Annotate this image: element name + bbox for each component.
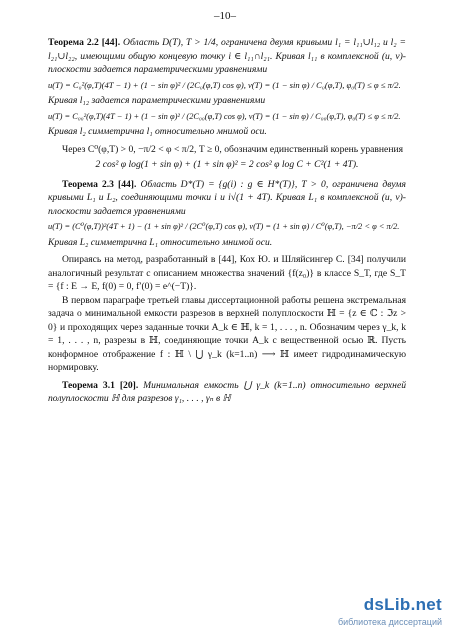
equation-l11: u(T) = C₀²(φ,T)(4T − 1) + (1 − sin φ)² / (2C₀(φ,T) cos φ), v(T) = (1 − sin φ) / C₀(φ,T), φ₀(T) ≤ φ ≤ π/2. bbox=[48, 79, 401, 90]
watermark-caption: библиотека диссертаций bbox=[337, 617, 442, 627]
curve-l12-intro: Кривая l₁₂ задается параметрическими уравнениями bbox=[48, 95, 266, 106]
theorem-2-2-head: Теорема 2.2 [44]. bbox=[48, 37, 121, 48]
equation-L1: u(T) = (C⁰(φ,T))²(4T + 1) − (1 + sin φ)² / (2C⁰(φ,T) cos φ), v(T) = (1 + sin φ) / C⁰(φ,T), −π/2 < φ < π/2. bbox=[48, 222, 400, 231]
page-number: –10– bbox=[214, 10, 236, 22]
theorem-2-3-text: Область D*(T) = {g(i) : g ∈ H*(T)}, T > 0, ограничена двумя кривыми L₁ и L₂, соединяющими точки i и i√(1 + 4T). Кривая L₁ в комплексной (u, v)-плоскости задается уравнениями bbox=[48, 178, 406, 217]
curve-l2-symmetry: Кривая l₂ симметрична l₁ относительно мнимой оси. bbox=[48, 126, 267, 137]
root-definition: Через C⁰(φ,T) > 0, −π/2 < φ < π/2, T ≥ 0, обозначим единственный корень уравнения bbox=[62, 143, 403, 155]
theorem-2-2-text: Область D(T), T > 1/4, ограничена двумя кривыми l₁ = l₁₁∪l₁₂ и l₂ = l₂₁∪l₂₂, имеющими общую концевую точку i ∈ l₁₁∩l₂₁. Кривая l₁₁ в комплексной (u, v)-плоскости задается параметрическими уравнениями bbox=[48, 37, 407, 75]
page-content bbox=[48, 36, 406, 406]
theorem-2-3 bbox=[48, 178, 406, 219]
equation-root: 2 cos² φ log(1 + sin φ) + (1 + sin φ)² = 2 cos² φ log C + C²(1 + 4T). bbox=[95, 159, 359, 170]
theorem-3-1-head: Теорема 3.1 [20]. bbox=[62, 379, 139, 391]
theorem-3-1-text: Минимальная емкость ⋃ γ_k (k=1..n) относительно верхней полуплоскости ℍ для разрезов γ₁, . . . , γₙ в ℍ bbox=[48, 379, 406, 404]
watermark-brand: dsLib.net bbox=[363, 595, 442, 614]
curve-L2-symmetry: Кривая L₂ симметрична L₁ относительно мнимой оси. bbox=[48, 236, 273, 248]
dslib-watermark bbox=[314, 595, 442, 633]
chapter-3-paragraph: В первом параграфе третьей главы диссертационной работы решена экстремальная задача о минимальной емкости разрезов в верхней полуплоскости ℍ = {z ∈ ℂ : ℑz > 0} и проходящих через заданные точки A_k ∈ ℍ, k = 1, . . . , n. Обозначим через γ_k, k = 1, . . . , n, разрезы в ℍ, соединяющие точки A_k с вещественной осью ℝ. Пусть конформное отображение f : ℍ \ ⋃ γ_k (k=1..n) ⟶ ℍ имеет гидродинамическую нормировку. bbox=[48, 294, 406, 373]
equation-l12: u(T) = C₀₀²(φ,T)(4T − 1) + (1 − sin φ)² / (2C₀₀(φ,T) cos φ), v(T) = (1 − sin φ) / C₀₀(φ,T), φ₀(T) ≤ φ ≤ π/2. bbox=[48, 111, 401, 121]
koch-result-paragraph: Опираясь на метод, разработанный в [44], Кох Ю. и Шляйсингер С. [34] получили аналогичный результат с описанием множества значений {f(z₀)} в классе S_T, где S_T = {f : E → E, f(0) = 0, f′(0) = e^(−T)}. bbox=[48, 254, 406, 292]
theorem-3-1 bbox=[48, 379, 406, 406]
theorem-2-2 bbox=[48, 36, 406, 77]
theorem-2-3-head: Теорема 2.3 [44]. bbox=[62, 178, 137, 190]
